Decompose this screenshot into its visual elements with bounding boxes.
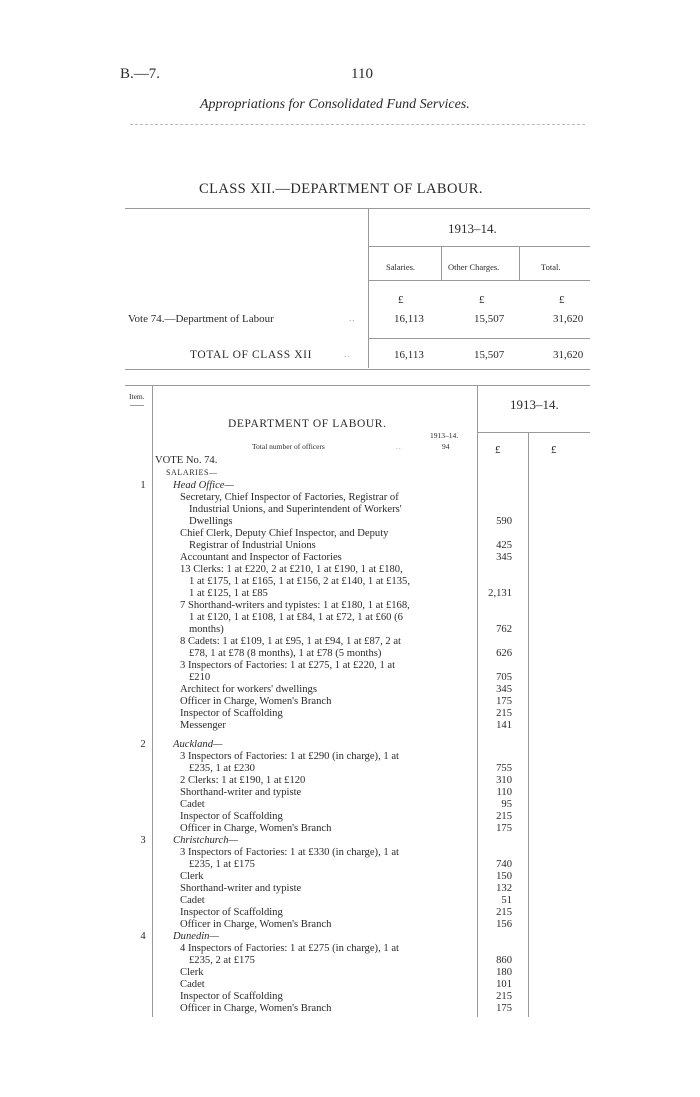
- line-item: Registrar of Industrial Unions: [189, 540, 316, 551]
- summary-year: 1913–14.: [448, 221, 497, 236]
- detail-currency-1: £: [495, 444, 501, 456]
- line-item: Officer in Charge, Women's Branch: [180, 1003, 332, 1014]
- vote-label: Vote 74.—Department of Labour: [128, 313, 274, 325]
- line-item: Industrial Unions, and Superintendent of Workers': [189, 504, 402, 515]
- amount: 215: [496, 991, 512, 1002]
- line-item: Chief Clerk, Deputy Chief Inspector, and Deputy: [180, 528, 389, 539]
- line-item: £235, 2 at £175: [189, 955, 255, 966]
- line-item: 1 at £120, 1 at £108, 1 at £84, 1 at £72, 1 at £60 (6: [189, 612, 403, 623]
- amount: 150: [496, 871, 512, 882]
- line-item: Accountant and Inspector of Factories: [180, 552, 342, 563]
- amount: 755: [496, 763, 512, 774]
- line-item: Clerk: [180, 967, 204, 978]
- line-item: 3 Inspectors of Factories: 1 at £290 (in charge), 1 at: [180, 751, 399, 762]
- col-total: Total.: [541, 262, 561, 272]
- item-number: 4: [140, 931, 146, 942]
- item-column-header: Item.: [129, 392, 145, 401]
- line-item: 1 at £175, 1 at £165, 1 at £156, 2 at £140, 1 at £135,: [189, 576, 410, 587]
- amount: 626: [496, 648, 512, 659]
- section-heading: Dunedin—: [173, 931, 219, 942]
- line-item: Officer in Charge, Women's Branch: [180, 919, 332, 930]
- line-item: Messenger: [180, 720, 226, 731]
- amount: 215: [496, 907, 512, 918]
- amount: 175: [496, 823, 512, 834]
- amount: 310: [496, 775, 512, 786]
- vote-other: 15,507: [474, 313, 505, 325]
- amount: 740: [496, 859, 512, 870]
- officers-year: 1913–14.: [430, 431, 459, 440]
- vote-salaries: 16,113: [394, 313, 424, 325]
- col-salaries: Salaries.: [386, 262, 416, 272]
- amount: 180: [496, 967, 512, 978]
- amount: 95: [501, 799, 512, 810]
- item-number: 3: [140, 835, 146, 846]
- detail-currency-2: £: [551, 444, 557, 456]
- amount: 132: [496, 883, 512, 894]
- line-item: £78, 1 at £78 (8 months), 1 at £78 (5 months): [189, 648, 382, 659]
- line-item: Cadet: [180, 979, 205, 990]
- class-total-total: 31,620: [553, 349, 584, 361]
- line-item: 2 Clerks: 1 at £190, 1 at £120: [180, 775, 306, 786]
- line-item: 3 Inspectors of Factories: 1 at £330 (in charge), 1 at: [180, 847, 399, 858]
- officers-count: 94: [442, 442, 450, 451]
- amount: 860: [496, 955, 512, 966]
- section-heading: Christchurch—: [173, 835, 238, 846]
- line-item: Shorthand-writer and typiste: [180, 883, 302, 894]
- line-item: £210: [189, 672, 211, 683]
- vote-number: VOTE No. 74.: [155, 455, 218, 466]
- line-item: Shorthand-writer and typiste: [180, 787, 302, 798]
- amount: 175: [496, 1003, 512, 1014]
- class-title: CLASS XII.—DEPARTMENT OF LABOUR.: [199, 181, 483, 197]
- line-item: Inspector of Scaffolding: [180, 907, 283, 918]
- line-item: £235, 1 at £230: [189, 763, 255, 774]
- page-number: 110: [351, 66, 373, 82]
- line-item: Dwellings: [189, 516, 233, 527]
- line-item: Secretary, Chief Inspector of Factories, Registrar of: [180, 492, 399, 503]
- amount: 590: [496, 516, 512, 527]
- amount: 215: [496, 811, 512, 822]
- col-other-charges: Other Charges.: [448, 262, 500, 272]
- amount: 345: [496, 552, 512, 563]
- department-title: DEPARTMENT OF LABOUR.: [228, 418, 387, 430]
- officers-label: Total number of officers: [252, 442, 325, 451]
- line-item: Inspector of Scaffolding: [180, 991, 283, 1002]
- amount: 141: [496, 720, 512, 731]
- line-item: Cadet: [180, 799, 205, 810]
- amount: 101: [496, 979, 512, 990]
- amount: 425: [496, 540, 512, 551]
- line-item: Officer in Charge, Women's Branch: [180, 696, 332, 707]
- amount: 705: [496, 672, 512, 683]
- item-number: 1: [140, 480, 146, 491]
- line-item: Cadet: [180, 895, 205, 906]
- amount: 345: [496, 684, 512, 695]
- amount: 2,131: [488, 588, 512, 599]
- section-heading: Head Office—: [173, 480, 234, 491]
- salaries-heading: SALARIES—: [166, 468, 218, 477]
- line-item: 4 Inspectors of Factories: 1 at £275 (in charge), 1 at: [180, 943, 399, 954]
- line-item: Clerk: [180, 871, 204, 882]
- amount: 175: [496, 696, 512, 707]
- currency-salaries: £: [398, 294, 404, 306]
- line-item: 13 Clerks: 1 at £220, 2 at £210, 1 at £190, 1 at £180,: [180, 564, 403, 575]
- class-total-label: TOTAL OF CLASS XII: [190, 349, 313, 361]
- currency-total: £: [559, 294, 565, 306]
- vote-total: 31,620: [553, 313, 584, 325]
- amount: 110: [496, 787, 512, 798]
- amount: 215: [496, 708, 512, 719]
- detail-year: 1913–14.: [510, 397, 559, 412]
- line-item: Inspector of Scaffolding: [180, 811, 283, 822]
- item-number: 2: [140, 739, 146, 750]
- line-item: Officer in Charge, Women's Branch: [180, 823, 332, 834]
- section-heading: Auckland—: [173, 739, 223, 750]
- currency-other: £: [479, 294, 485, 306]
- document-reference: B.—7.: [120, 66, 161, 82]
- line-item: £235, 1 at £175: [189, 859, 255, 870]
- amount: 51: [501, 895, 512, 906]
- line-item: 8 Cadets: 1 at £109, 1 at £95, 1 at £94, 1 at £87, 2 at: [180, 636, 401, 647]
- line-item: months): [189, 624, 224, 635]
- line-item: 7 Shorthand-writers and typistes: 1 at £180, 1 at £168,: [180, 600, 410, 611]
- amount: 156: [496, 919, 512, 930]
- line-item: 1 at £125, 1 at £85: [189, 588, 268, 599]
- line-item: Inspector of Scaffolding: [180, 708, 283, 719]
- running-title: Appropriations for Consolidated Fund Services.: [200, 97, 470, 112]
- class-total-other: 15,507: [474, 349, 505, 361]
- class-total-salaries: 16,113: [394, 349, 424, 361]
- line-item: Architect for workers' dwellings: [180, 684, 317, 695]
- amount: 762: [496, 624, 512, 635]
- line-item: 3 Inspectors of Factories: 1 at £275, 1 at £220, 1 at: [180, 660, 396, 671]
